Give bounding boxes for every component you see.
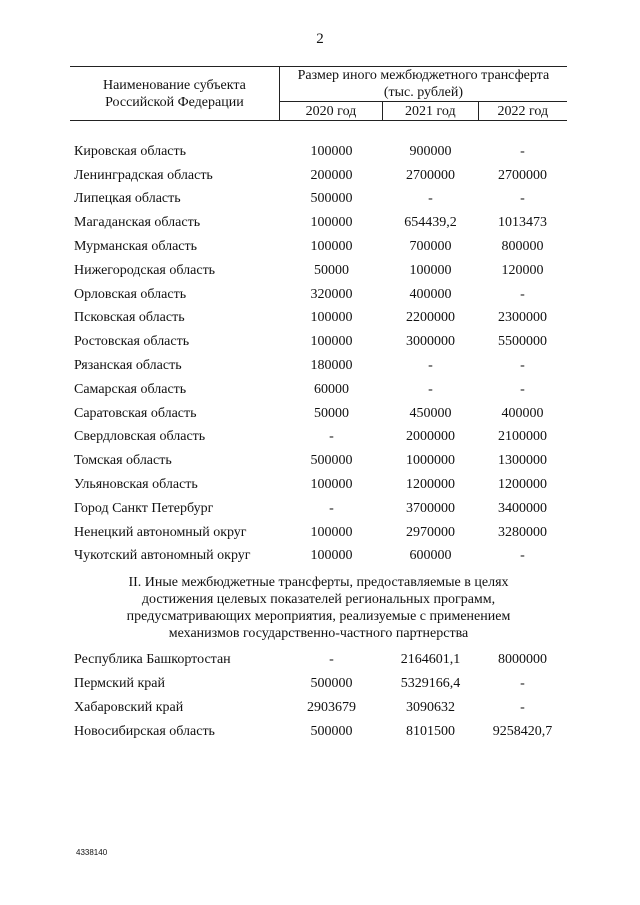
region-name: Новосибирская область (74, 723, 215, 739)
value-2021: 700000 (409, 239, 452, 255)
section-2-title (70, 574, 567, 642)
region-name: Рязанская область (74, 358, 182, 374)
table-row (70, 696, 567, 720)
value-2022: 2100000 (498, 429, 547, 445)
document-sheet (70, 66, 567, 744)
region-name: Город Санкт Петербург (74, 500, 214, 516)
region-name: Ненецкий автономный округ (74, 524, 247, 540)
value-2022: - (520, 548, 525, 564)
table-header (70, 66, 567, 121)
table-row (70, 402, 567, 426)
value-2020: 100000 (310, 334, 353, 350)
table-row (70, 426, 567, 450)
region-name: Томская область (74, 453, 172, 469)
region-name: Пермский край (74, 676, 165, 692)
value-2020: 100000 (310, 477, 353, 493)
table-row (70, 330, 567, 354)
region-name: Нижегородская область (74, 262, 216, 278)
table-row (70, 497, 567, 521)
value-2020: - (329, 500, 334, 516)
value-2021: 2200000 (406, 310, 455, 326)
header-year-2022: 2022 год (478, 102, 567, 121)
region-name: Саратовская область (74, 405, 197, 421)
region-name: Самарская область (74, 381, 187, 397)
table-row (70, 354, 567, 378)
region-name: Псковская область (74, 310, 185, 326)
region-name: Хабаровский край (74, 699, 184, 715)
value-2021: 100000 (409, 262, 452, 278)
table-row (70, 720, 567, 744)
region-name: Липецкая область (74, 191, 181, 207)
value-2021: 5329166,4 (400, 676, 461, 692)
value-2021: 1000000 (406, 453, 455, 469)
table-row (70, 188, 567, 212)
value-2022: - (520, 381, 525, 397)
value-2021: 1200000 (406, 477, 455, 493)
value-2020: 500000 (310, 723, 353, 739)
region-name: Кировская область (74, 143, 187, 159)
value-2021: 8101500 (406, 723, 455, 739)
header-transfer-cell (279, 67, 567, 102)
value-2022: 3400000 (498, 500, 547, 516)
value-2021: 600000 (409, 548, 452, 564)
value-2022: 2700000 (498, 167, 547, 183)
section-2-title-line: достижения целевых показателей региональных программ, (141, 592, 496, 608)
value-2021: - (428, 191, 433, 207)
value-2022: - (520, 676, 525, 692)
value-2020: 100000 (310, 215, 353, 231)
value-2022: 800000 (501, 239, 544, 255)
table-row (70, 164, 567, 188)
value-2022: 1300000 (498, 453, 547, 469)
header-name-line-1: Наименование субъекта (102, 77, 246, 93)
value-2020: 100000 (310, 524, 353, 540)
header-year-2021: 2021 год (383, 102, 478, 121)
document-code: 4338140 (76, 848, 108, 857)
region-name: Свердловская область (74, 429, 206, 445)
value-2022: 1013473 (498, 215, 547, 231)
value-2022: - (520, 143, 525, 159)
region-name: Ленинградская область (74, 167, 213, 183)
table-row (70, 449, 567, 473)
page-number: 2 (316, 31, 324, 47)
value-2022: 400000 (501, 405, 544, 421)
table-body-section-2 (70, 648, 567, 743)
table-row (70, 307, 567, 331)
value-2020: 500000 (310, 453, 353, 469)
value-2022: 8000000 (498, 652, 547, 668)
region-name: Ростовская область (74, 334, 190, 350)
value-2022: 1200000 (498, 477, 547, 493)
value-2020: 100000 (310, 548, 353, 564)
region-name: Ульяновская область (74, 477, 198, 493)
value-2020: 2903679 (307, 699, 356, 715)
value-2020: - (329, 429, 334, 445)
value-2020: 100000 (310, 310, 353, 326)
value-2021: 2164601,1 (400, 652, 461, 668)
value-2020: 100000 (310, 239, 353, 255)
value-2022: 3280000 (498, 524, 547, 540)
table-row (70, 672, 567, 696)
table-row (70, 648, 567, 672)
table-row (70, 211, 567, 235)
table-row (70, 473, 567, 497)
value-2021: 400000 (409, 286, 452, 302)
value-2021: 654439,2 (404, 215, 457, 231)
value-2021: 900000 (409, 143, 452, 159)
value-2022: 5500000 (498, 334, 547, 350)
value-2020: 50000 (314, 405, 349, 421)
value-2020: 100000 (310, 143, 353, 159)
value-2020: 180000 (310, 358, 353, 374)
value-2022: - (520, 358, 525, 374)
value-2021: 3700000 (406, 500, 455, 516)
table-body-section-1 (70, 140, 567, 568)
value-2022: 2300000 (498, 310, 547, 326)
value-2021: 450000 (409, 405, 452, 421)
table-row (70, 235, 567, 259)
table-row (70, 140, 567, 164)
value-2020: 60000 (314, 381, 349, 397)
region-name: Орловская область (74, 286, 187, 302)
table-row (70, 259, 567, 283)
value-2021: 2700000 (406, 167, 455, 183)
value-2020: 500000 (310, 676, 353, 692)
value-2020: - (329, 652, 334, 668)
region-name: Мурманская область (74, 239, 198, 255)
value-2020: 500000 (310, 191, 353, 207)
table-row (70, 283, 567, 307)
section-2-title-line: II. Иные межбюджетные трансферты, предоставляемые в целях (128, 575, 509, 591)
section-2-title-line: предусматривающих мероприятия, реализуемые с применением (126, 609, 511, 625)
region-name: Чукотский автономный округ (74, 548, 251, 564)
value-2021: - (428, 381, 433, 397)
value-2020: 200000 (310, 167, 353, 183)
header-transfer-line-1: Размер иного межбюджетного трансферта (297, 68, 550, 83)
value-2022: - (520, 191, 525, 207)
value-2022: - (520, 699, 525, 715)
section-2-title-line: механизмов государственно-частного партнерства (168, 626, 469, 642)
header-name-cell (70, 67, 279, 121)
value-2022: - (520, 286, 525, 302)
value-2021: 2970000 (406, 524, 455, 540)
value-2020: 50000 (314, 262, 349, 278)
value-2021: 2000000 (406, 429, 455, 445)
header-name-line-2: Российской Федерации (105, 94, 244, 110)
value-2021: 3090632 (406, 699, 455, 715)
table-row (70, 545, 567, 569)
value-2022: 9258420,7 (492, 723, 553, 739)
header-transfer-line-2: (тыс. рублей) (383, 85, 463, 100)
table-row (70, 378, 567, 402)
region-name: Магаданская область (74, 215, 201, 231)
value-2021: 3000000 (406, 334, 455, 350)
region-name: Республика Башкортостан (74, 652, 231, 668)
value-2022: 120000 (501, 262, 544, 278)
header-year-2020: 2020 год (279, 102, 382, 121)
value-2020: 320000 (310, 286, 353, 302)
value-2021: - (428, 358, 433, 374)
table-row (70, 521, 567, 545)
